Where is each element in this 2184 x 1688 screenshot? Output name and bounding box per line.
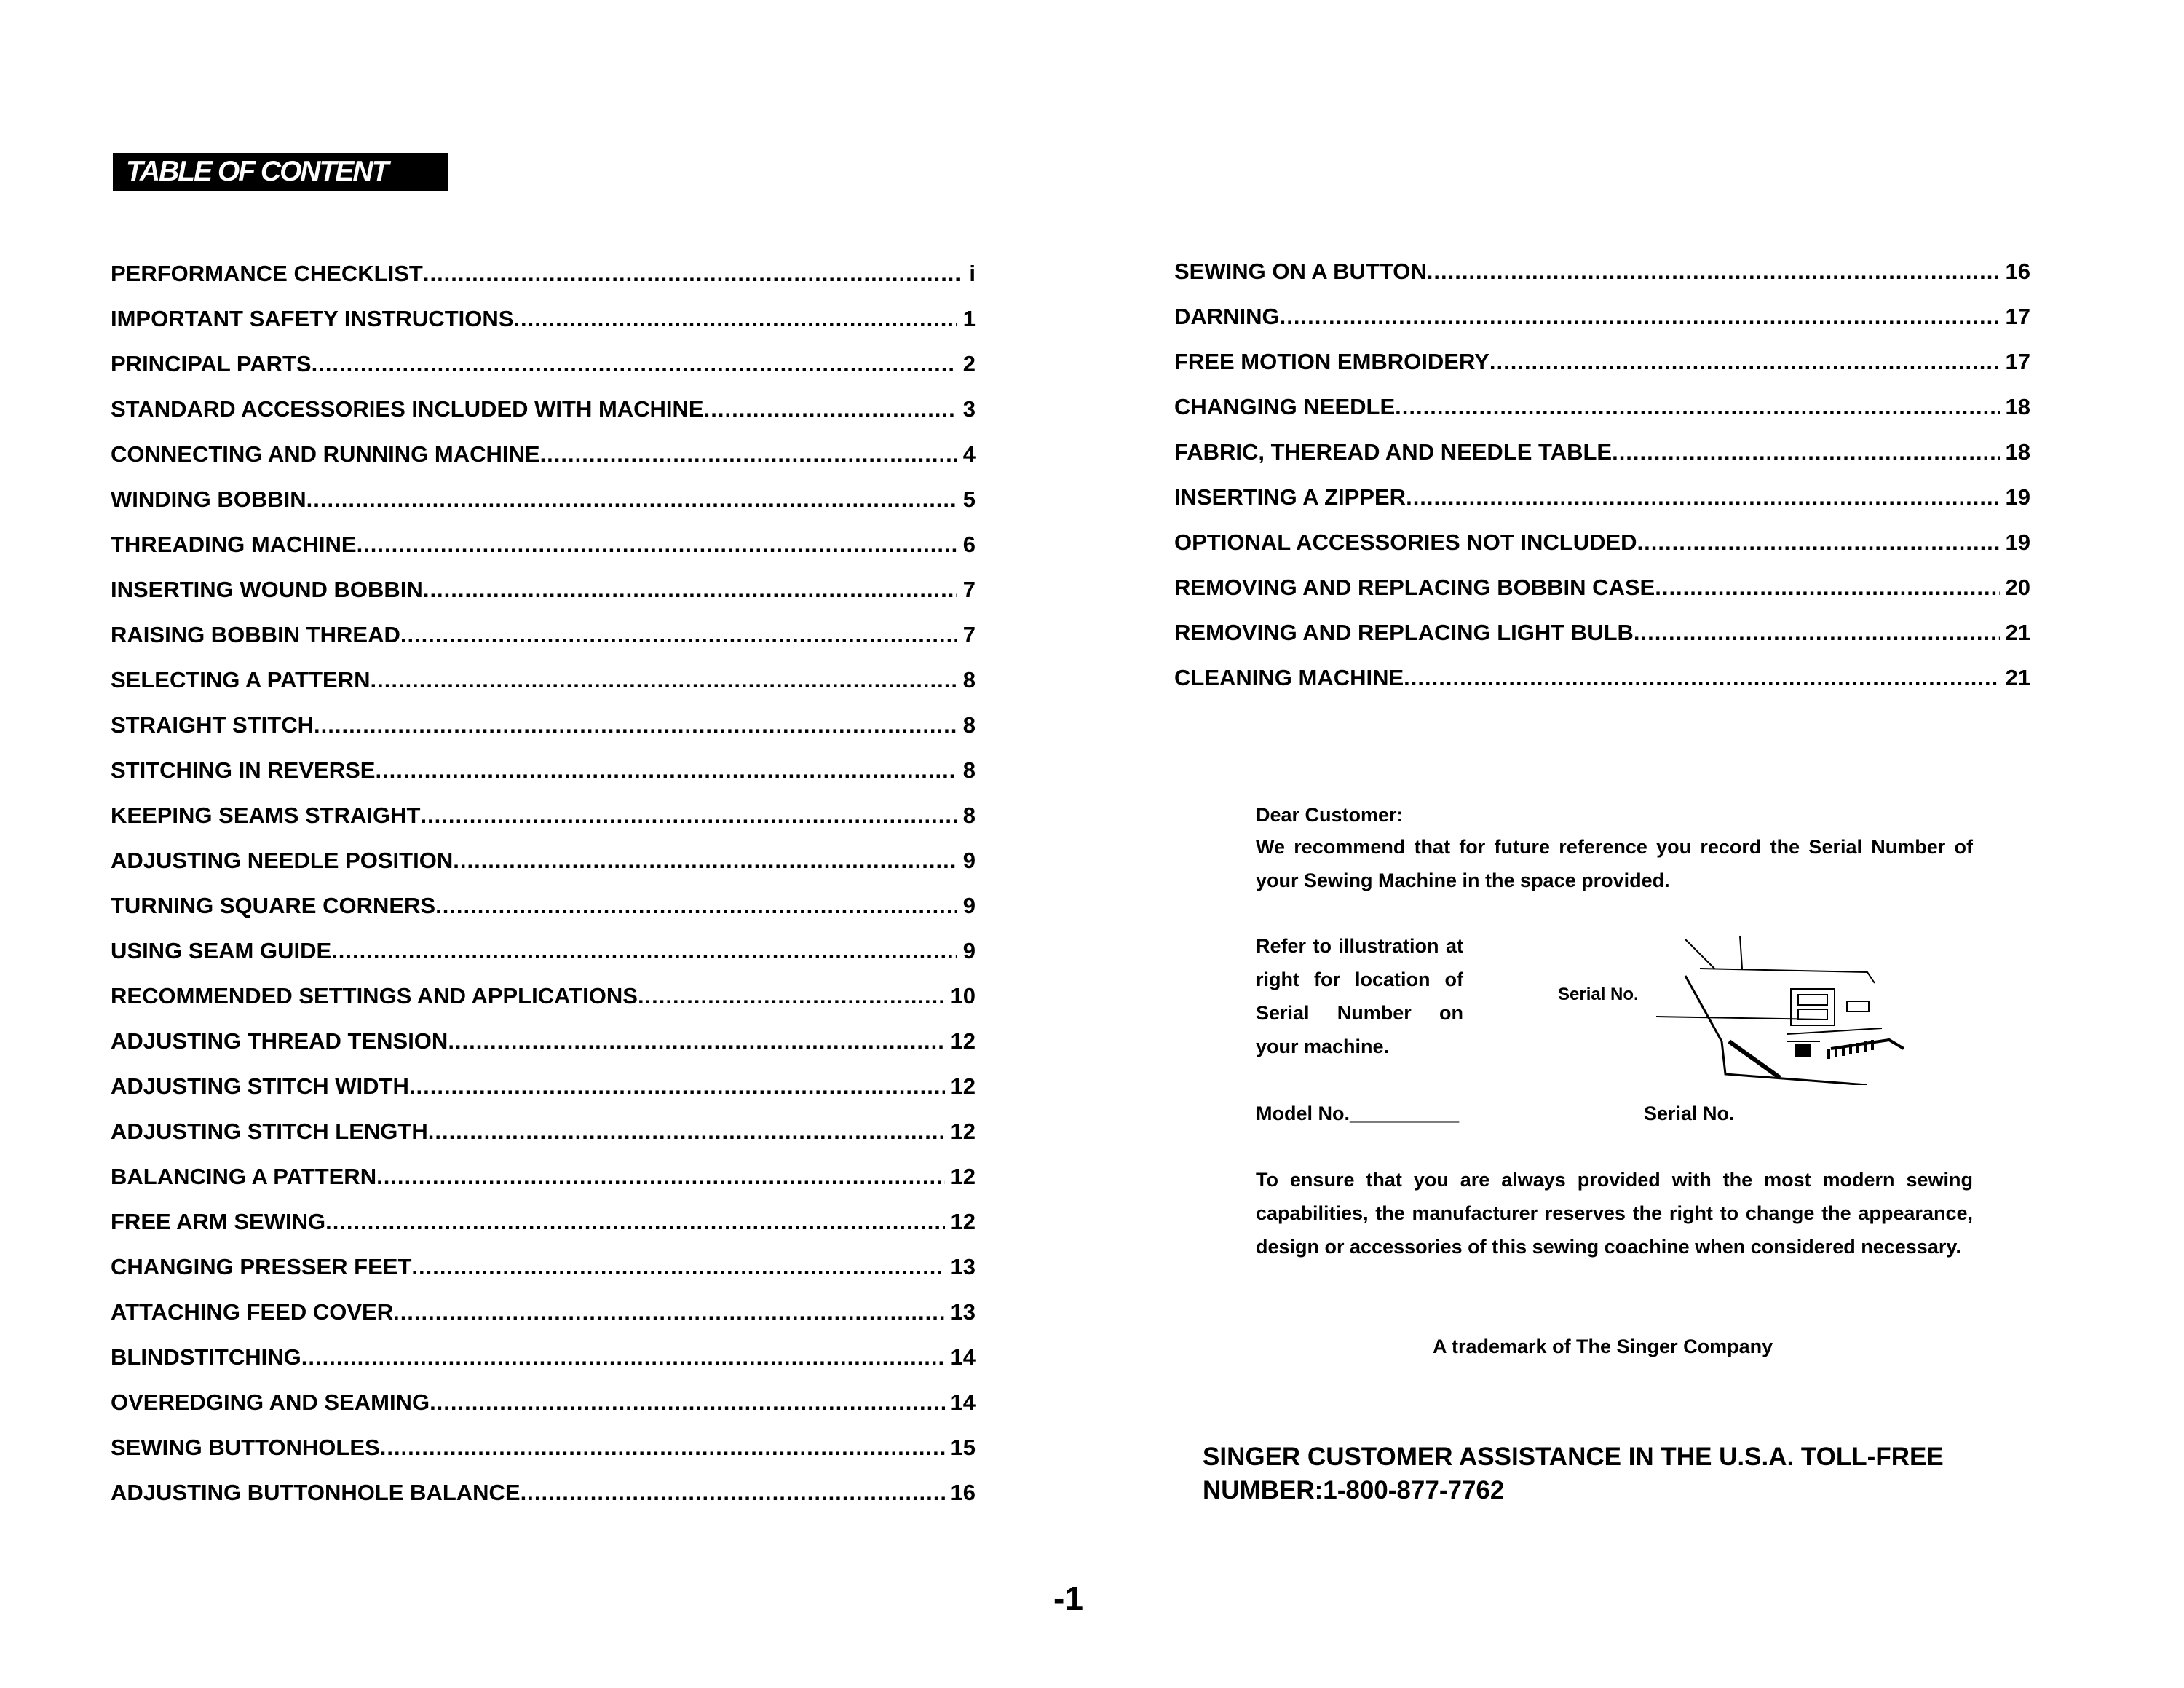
toc-entry: [1174, 620, 2030, 665]
toc-entry-page: 14: [950, 1344, 976, 1370]
toc-right-column: [1174, 259, 2030, 710]
toc-leader-dots: [423, 261, 964, 287]
toc-entry-page: 15: [950, 1435, 976, 1460]
refer-text: Refer to illustration at right for location of Serial Number on your machine.: [1256, 935, 1463, 1057]
toc-leader-dots: [430, 1389, 944, 1416]
toc-entry: [1174, 665, 2030, 710]
toc-leader-dots: [540, 441, 957, 468]
toc-leader-dots: [448, 1028, 944, 1054]
toc-entry: [1174, 259, 2030, 304]
toc-leader-dots: [331, 938, 957, 964]
toc-entry-title: RECOMMENDED SETTINGS AND APPLICATIONS: [111, 983, 638, 1009]
toc-leader-dots: [306, 486, 957, 513]
toc-entry: [111, 1164, 976, 1209]
toc-entry-page: 6: [962, 532, 976, 557]
toc-entry-title: KEEPING SEAMS STRAIGHT: [111, 802, 421, 828]
toc-entry-title: USING SEAM GUIDE: [111, 938, 332, 963]
toc-entry: [1174, 439, 2030, 484]
toc-entry: [111, 486, 976, 532]
toc-entry-title: IMPORTANT SAFETY INSTRUCTIONS: [111, 306, 514, 331]
toc-entry-page: 12: [950, 1209, 976, 1234]
toc-entry-title: REMOVING AND REPLACING BOBBIN CASE: [1174, 575, 1655, 600]
toc-leader-dots: [420, 802, 957, 829]
toc-entry: [111, 396, 976, 441]
toc-leader-dots: [380, 1435, 945, 1461]
customer-assistance: SINGER CUSTOMER ASSISTANCE IN THE U.S.A. TOLL-FREE NUMBER:1-800-877-7762: [1203, 1443, 1944, 1504]
toc-entry-title: STITCHING IN REVERSE: [111, 757, 376, 783]
toc-entry-page: 3: [962, 396, 976, 422]
toc-entry-title: ADJUSTING BUTTONHOLE BALANCE: [111, 1480, 521, 1505]
toc-entry-title: FREE MOTION EMBROIDERY: [1174, 349, 1489, 374]
toc-entry-page: 8: [962, 712, 976, 738]
toc-entry-page: 2: [962, 351, 976, 376]
serial-number-field: Serial No.: [1644, 1103, 1735, 1124]
toc-entry: [111, 712, 976, 757]
toc-leader-dots: [453, 848, 957, 874]
toc-entry: [111, 1119, 976, 1164]
toc-entry: [111, 1389, 976, 1435]
toc-entry-title: DARNING: [1174, 304, 1280, 329]
toc-entry: [111, 1073, 976, 1119]
toc-leader-dots: [371, 667, 957, 693]
toc-entry: [111, 757, 976, 802]
toc-entry: [111, 622, 976, 667]
toc-leader-dots: [521, 1480, 945, 1506]
toc-entry-title: ADJUSTING NEEDLE POSITION: [111, 848, 454, 873]
toc-leader-dots: [314, 712, 957, 738]
toc-entry-page: 16: [950, 1480, 976, 1505]
ensure-text: To ensure that you are always provided with the most modern sewing capabilities, the manufacturer reserves the right to change the appearance, design or accessories of this sewing coachine when considered necessary.: [1256, 1169, 1973, 1258]
toc-entry-title: FREE ARM SEWING: [111, 1209, 326, 1234]
toc-leader-dots: [423, 577, 957, 603]
toc-entry: [1174, 349, 2030, 394]
toc-leader-dots: [435, 893, 957, 919]
toc-entry: [111, 983, 976, 1028]
toc-entry-title: CONNECTING AND RUNNING MACHINE: [111, 441, 540, 467]
table-of-content-heading: TABLE OF CONTENT: [113, 153, 448, 191]
toc-leader-dots: [1489, 349, 2000, 375]
toc-entry: [111, 1254, 976, 1299]
toc-entry-title: TURNING SQUARE CORNERS: [111, 893, 436, 918]
toc-entry-page: 13: [950, 1299, 976, 1325]
toc-entry: [111, 1028, 976, 1073]
model-number-field: Model No.__________: [1256, 1103, 1460, 1124]
toc-leader-dots: [428, 1119, 945, 1145]
toc-entry: [111, 893, 976, 938]
toc-entry: [111, 667, 976, 712]
toc-entry-title: SELECTING A PATTERN: [111, 667, 371, 693]
toc-entry-title: PERFORMANCE CHECKLIST: [111, 261, 423, 286]
toc-leader-dots: [1406, 484, 1999, 510]
toc-leader-dots: [1404, 665, 1999, 691]
toc-leader-dots: [1427, 259, 2000, 285]
toc-entry-title: INSERTING WOUND BOBBIN: [111, 577, 423, 602]
recommend-text: We recommend that for future reference you record the Serial Number of your Sewing Machine in the space provided.: [1256, 836, 1973, 891]
toc-leader-dots: [1395, 394, 1999, 420]
toc-entry-title: RAISING BOBBIN THREAD: [111, 622, 400, 647]
toc-entry-title: ATTACHING FEED COVER: [111, 1299, 394, 1325]
toc-entry-page: 19: [2005, 484, 2030, 510]
toc-entry-page: 9: [962, 848, 976, 873]
toc-entry-title: CLEANING MACHINE: [1174, 665, 1404, 690]
toc-entry-title: SEWING BUTTONHOLES: [111, 1435, 380, 1460]
toc-entry: [111, 938, 976, 983]
toc-leader-dots: [312, 351, 957, 377]
toc-entry-title: SEWING ON A BUTTON: [1174, 259, 1427, 284]
toc-entry-page: 19: [2005, 529, 2030, 555]
toc-entry: [111, 1344, 976, 1389]
toc-leader-dots: [638, 983, 945, 1009]
toc-entry-title: BLINDSTITCHING: [111, 1344, 301, 1370]
toc-entry-page: 8: [962, 802, 976, 828]
toc-entry-title: BALANCING A PATTERN: [111, 1164, 377, 1189]
toc-entry-page: 12: [950, 1164, 976, 1189]
toc-leader-dots: [411, 1254, 944, 1280]
toc-entry: [111, 577, 976, 622]
toc-entry-page: 12: [950, 1073, 976, 1099]
toc-entry-page: 8: [962, 757, 976, 783]
toc-entry-page: 18: [2005, 394, 2030, 419]
toc-entry-page: 7: [962, 577, 976, 602]
toc-leader-dots: [1655, 575, 1999, 601]
toc-entry-title: PRINCIPAL PARTS: [111, 351, 312, 376]
toc-leader-dots: [513, 306, 957, 332]
toc-leader-dots: [376, 1164, 944, 1190]
toc-entry-page: 8: [962, 667, 976, 693]
toc-entry-title: REMOVING AND REPLACING LIGHT BULB: [1174, 620, 1634, 645]
toc-entry-page: 1: [962, 306, 976, 331]
toc-entry: [1174, 529, 2030, 575]
toc-entry-title: THREADING MACHINE: [111, 532, 357, 557]
toc-entry-page: i: [969, 261, 976, 286]
toc-entry-page: 16: [2005, 259, 2030, 284]
toc-leader-dots: [1280, 304, 2000, 330]
toc-entry: [1174, 484, 2030, 529]
toc-entry: [111, 351, 976, 396]
toc-entry-title: INSERTING A ZIPPER: [1174, 484, 1406, 510]
toc-entry-title: ADJUSTING STITCH WIDTH: [111, 1073, 409, 1099]
toc-entry-page: 5: [962, 486, 976, 512]
greeting: Dear Customer:: [1256, 804, 1404, 826]
toc-entry-page: 17: [2005, 304, 2030, 329]
toc-entry: [111, 1480, 976, 1525]
sewing-machine-illustration: [1656, 932, 1918, 1085]
toc-entry-page: 10: [950, 983, 976, 1009]
toc-leader-dots: [301, 1344, 945, 1370]
toc-leader-dots: [1612, 439, 1999, 465]
toc-entry-page: 7: [962, 622, 976, 647]
toc-leader-dots: [393, 1299, 944, 1325]
toc-entry: [111, 1299, 976, 1344]
toc-entry: [111, 441, 976, 486]
toc-entry-title: ADJUSTING THREAD TENSION: [111, 1028, 448, 1054]
toc-entry-page: 20: [2005, 575, 2030, 600]
trademark-text: A trademark of The Singer Company: [1433, 1336, 1773, 1357]
toc-leader-dots: [325, 1209, 944, 1235]
toc-entry-page: 9: [962, 893, 976, 918]
toc-leader-dots: [357, 532, 957, 558]
toc-leader-dots: [409, 1073, 945, 1100]
toc-entry-page: 13: [950, 1254, 976, 1279]
toc-entry-title: OVEREDGING AND SEAMING: [111, 1389, 430, 1415]
toc-leader-dots: [400, 622, 957, 648]
toc-entry-page: 4: [962, 441, 976, 467]
toc-entry: [111, 306, 976, 351]
toc-entry: [111, 802, 976, 848]
toc-entry-title: ADJUSTING STITCH LENGTH: [111, 1119, 428, 1144]
toc-leader-dots: [1634, 620, 2000, 646]
toc-entry-title: OPTIONAL ACCESSORIES NOT INCLUDED: [1174, 529, 1637, 555]
toc-entry-page: 18: [2005, 439, 2030, 465]
toc-entry-title: FABRIC, THEREAD AND NEEDLE TABLE: [1174, 439, 1613, 465]
toc-entry: [1174, 575, 2030, 620]
toc-entry: [111, 261, 976, 306]
toc-leader-dots: [1637, 529, 2000, 556]
toc-entry-page: 21: [2005, 665, 2030, 690]
toc-entry-title: WINDING BOBBIN: [111, 486, 306, 512]
toc-entry-page: 14: [950, 1389, 976, 1415]
toc-entry: [1174, 394, 2030, 439]
toc-entry-page: 12: [950, 1119, 976, 1144]
page-number: -1: [1053, 1579, 1083, 1617]
toc-leader-dots: [704, 396, 957, 422]
toc-entry: [111, 848, 976, 893]
toc-entry: [111, 1435, 976, 1480]
toc-entry-page: 17: [2005, 349, 2030, 374]
toc-leader-dots: [375, 757, 957, 784]
toc-entry: [111, 1209, 976, 1254]
toc-entry: [111, 532, 976, 577]
toc-entry-title: STRAIGHT STITCH: [111, 712, 314, 738]
toc-entry: [1174, 304, 2030, 349]
toc-left-column: [111, 261, 976, 1525]
toc-entry-page: 21: [2005, 620, 2030, 645]
toc-entry-title: CHANGING NEEDLE: [1174, 394, 1396, 419]
toc-entry-title: STANDARD ACCESSORIES INCLUDED WITH MACHINE: [111, 396, 704, 422]
illustration-serial-label: Serial No.: [1558, 985, 1639, 1004]
toc-entry-page: 12: [950, 1028, 976, 1054]
toc-entry-title: CHANGING PRESSER FEET: [111, 1254, 412, 1279]
toc-entry-page: 9: [962, 938, 976, 963]
